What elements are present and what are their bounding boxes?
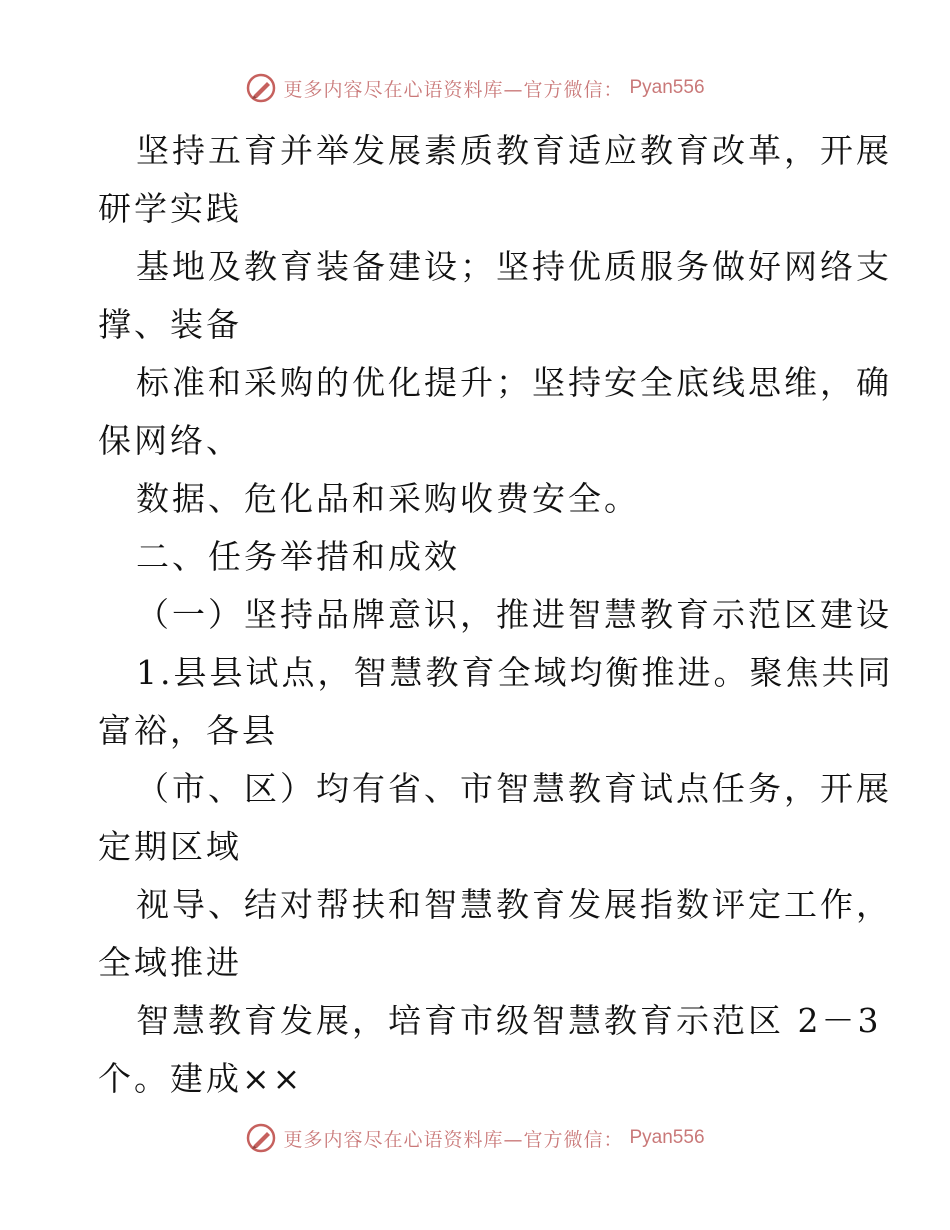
text-line: 数据、危化品和采购收费安全。 [136, 479, 640, 518]
text-line: 全域推进 [98, 943, 242, 982]
pen-logo-icon [245, 72, 277, 104]
text-line: 标准和采购的优化提升；坚持安全底线思维，确 [136, 363, 892, 402]
watermark-text: 更多内容尽在心语资料库—官方微信： [283, 78, 624, 101]
text-line: 研学实践 [98, 189, 242, 228]
subsection-heading: （一）坚持品牌意识，推进智慧教育示范区建设 [136, 595, 892, 634]
text-line: 1.县县试点，智慧教育全域均衡推进。聚焦共同 [136, 653, 894, 692]
text-line: 智慧教育发展，培育市级智慧教育示范区 2－3 [136, 1001, 882, 1040]
section-heading: 二、任务举措和成效 [136, 537, 460, 576]
footer-watermark [0, 1122, 950, 1154]
text-line: 撑、装备 [98, 305, 242, 344]
text-line: （市、区）均有省、市智慧教育试点任务，开展 [136, 769, 892, 808]
text-line: 坚持五育并举发展素质教育适应教育改革，开展 [136, 131, 892, 170]
watermark-text: 更多内容尽在心语资料库—官方微信： [283, 1128, 624, 1151]
text-line: 定期区域 [98, 827, 242, 866]
text-line: 基地及教育装备建设；坚持优质服务做好网络支 [136, 247, 892, 286]
text-line: 保网络、 [98, 421, 242, 460]
text-line: 富裕，各县 [98, 711, 278, 750]
watermark-wechat-id: Pyan556 [629, 77, 705, 98]
watermark-wechat-id: Pyan556 [629, 1127, 705, 1148]
document-body [98, 122, 894, 1108]
text-line: 个。建成×× [98, 1059, 304, 1098]
text-line: 视导、结对帮扶和智慧教育发展指数评定工作， [136, 885, 892, 924]
pen-logo-icon [245, 1122, 277, 1154]
header-watermark [0, 72, 950, 104]
